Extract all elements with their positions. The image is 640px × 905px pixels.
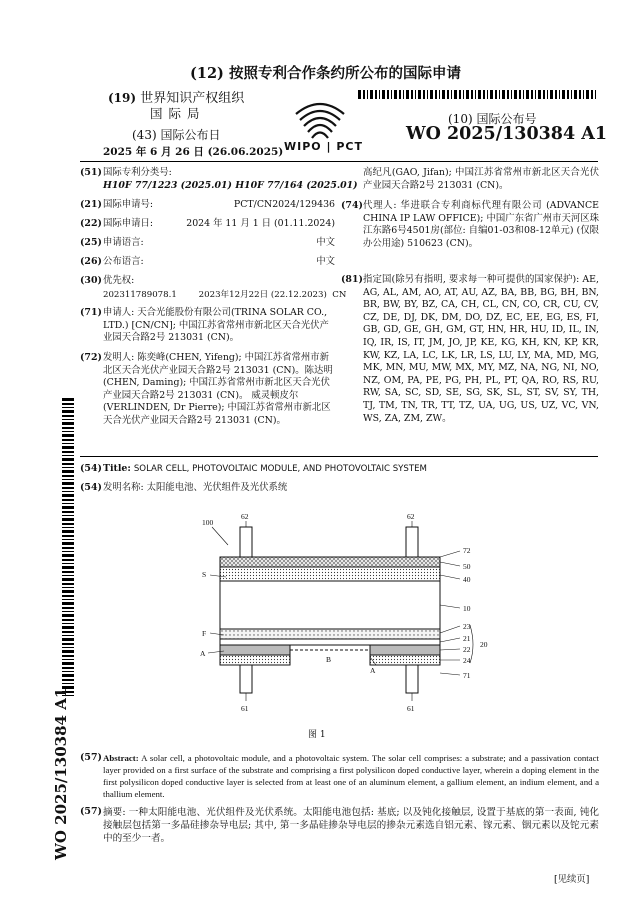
org-bureau: 国 际 局 (150, 106, 201, 121)
abstract-cn (103, 806, 599, 845)
field-30-label: 优先权: (103, 275, 135, 286)
label-21: 21 (463, 634, 471, 643)
title-en (103, 463, 427, 476)
field-72-continued: 高纪凡(GAO, Jifan); 中国江苏省常州市新北区天合光伏产业园天合路2号 213031 (CN)。 (363, 167, 599, 191)
layer-50 (220, 557, 440, 567)
wipo-logo (284, 96, 363, 156)
pub-no: WO 2025/130384 A1 (406, 124, 607, 144)
layer-22-left (220, 645, 290, 655)
document-title: (12) 按照专利合作条约所公布的国际申请 (190, 65, 461, 82)
figure-caption: 图 1 (308, 730, 326, 740)
header-divider (80, 161, 598, 162)
title-cn-value: 太阳能电池、光伏组件及光伏系统 (146, 482, 288, 493)
label-24: 24 (463, 656, 471, 665)
top-electrode-left (240, 527, 252, 557)
abstract-cn-label: 摘要: (103, 807, 126, 818)
field-26-value: 中文 (316, 256, 335, 267)
field-74-agent: 代理人: 华进联合专利商标代理有限公司 (ADVANCE CHINA IP LAW OFFICE); 中国广东省广州市天河区珠江东路6号4501房(部位: 自编01-03和08-12单元) (仅限办公用途) 510623 (CN)。 (363, 200, 599, 249)
field-30-num: (30) (80, 275, 102, 286)
label-71: 71 (463, 671, 471, 680)
title-cn (103, 482, 287, 495)
field-22-label: 国际申请日: (103, 218, 154, 229)
continued-note: [见续页] (554, 874, 590, 885)
abstract-cn-text: 一种太阳能电池、光伏组件及光伏系统。太阳能电池包括: 基底; 以及钝化接触层, 设置于基底的第一表面, 钝化接触层包括第一多晶硅掺杂导电层; 其中, 第一多晶硅掺杂导电层的掺杂元素选自铝元素、镓元素、铟元素以及铊元素中的至少一者。 (103, 807, 599, 844)
figure-1-diagram (180, 505, 510, 745)
field-81-num: (81) (341, 274, 363, 285)
label-62-right: 62 (407, 512, 415, 521)
field-22-value: 2024 年 11 月 1 日 (01.11.2024) (186, 218, 335, 229)
field-22-num: (22) (80, 218, 102, 229)
layer-23 (220, 629, 440, 639)
field-21-num: (21) (80, 199, 102, 210)
label-F: F (202, 629, 207, 638)
field-26-label: 公布语言: (103, 256, 144, 267)
top-electrode-right (406, 527, 418, 557)
abstract-en (103, 752, 599, 800)
label-10: 10 (463, 604, 471, 613)
label-61-right: 61 (407, 704, 415, 713)
layer-24-left (220, 655, 290, 665)
label-S: S (202, 570, 207, 579)
label-20: 20 (480, 640, 488, 649)
bottom-electrode-left (240, 665, 252, 693)
label-72: 72 (463, 546, 471, 555)
label-B: B (326, 655, 332, 664)
layer-22-right (370, 645, 440, 655)
field-21-value: PCT/CN2024/129436 (233, 199, 335, 210)
pub-date-label: (43) 国际公布日 (132, 128, 221, 142)
side-pub-no: WO 2025/130384 A1 (52, 687, 70, 860)
field-25-label: 申请语言: (103, 237, 144, 248)
biblio-divider (80, 456, 598, 457)
bottom-electrode-right (406, 665, 418, 693)
org-num: (19) (108, 91, 137, 105)
pub-date: 2025 年 6 月 26 日 (26.06.2025) (103, 146, 284, 158)
abstract-en-label: Abstract: (103, 753, 139, 763)
field-71-num: (71) (80, 307, 102, 318)
layer-24-right (370, 655, 440, 665)
layer-21 (220, 639, 440, 645)
field-51-label: 国际专利分类号: (103, 167, 172, 178)
field-51-num: (51) (80, 167, 102, 178)
field-72-num: (72) (80, 352, 102, 363)
org-name: 世界知识产权组织 (140, 91, 245, 106)
field-72-inventors: 发明人: 陈奕峰(CHEN, Yifeng); 中国江苏省常州市新北区天合光伏产业园天合路2号 213031 (CN)。陈达明(CHEN, Daming); 中国江苏省常州市新北区天合光伏产业园天合路2号 213031 (CN)。 威灵顿皮尔(VERLINDEN, Dr Pierre); 中国江苏省常州市新北区天合光伏产业园天合路2号 213031 (CN)。 (103, 352, 333, 426)
field-30-value: 202311789078.1 2023年12月22日 (22.12.2023) CN (103, 290, 347, 300)
title-en-label: Title: (103, 463, 131, 474)
label-62-left: 62 (241, 512, 249, 521)
title-en-num: (54) (80, 463, 102, 474)
layer-40 (220, 567, 440, 581)
label-22: 22 (463, 645, 471, 654)
field-25-num: (25) (80, 237, 102, 248)
label-A-left: A (200, 649, 206, 658)
field-25-value: 中文 (316, 237, 335, 248)
label-40: 40 (463, 575, 471, 584)
field-26-num: (26) (80, 256, 102, 267)
field-51-value: H10F 77/1223 (2025.01) H10F 77/164 (2025.01) (103, 180, 358, 191)
title-cn-num: (54) (80, 482, 102, 493)
field-21-label: 国际申请号: (103, 199, 154, 210)
field-81-designated-states: 指定国(除另有指明, 要求每一种可提供的国家保护): AE, AG, AL, AM, AO, AT, AU, AZ, BA, BB, BG, BH, BN, BR, BW, BY, BZ, CA, CH, CL, CN, CO, CR, CU, CV, CZ, DE, DJ, DK, DM, DO, DZ, EC, EE, EG, ES, FI, GB, GD, GE, GH, GM, GT, HN, HR, HU, ID, IL, IN, IQ, IR, IS, IT, JM, JO, JP, KE, KG, KH, KN, KP, KR, KW, KZ, LA, LC, LK, LR, LS, LU, LY, MA, MD, MG, MK, MN, MU, MW, MX, MY, MZ, NA, NG, NI, NO, NZ, OM, PA, PE, PG, PH, PL, PT, QA, RO, RS, RU, RW, SA, SC, SD, SE, SG, SK, SL, ST, SV, SY, TH, TJ, TM, TN, TR, TT, TZ, UA, UG, US, UZ, VC, VN, WS, ZA, ZM, ZW。 (363, 274, 599, 424)
label-A-right: A (370, 666, 376, 675)
field-74-num: (74) (341, 200, 363, 211)
abstract-en-num: (57) (80, 752, 102, 763)
abstract-en-text: A solar cell, a photovoltaic module, and a photovoltaic system. The solar cell comprises: a substrate; and a passivation contact layer provided on a first surface of the substrate and comprising a first polysilicon doped conductive layer, wherein a doping element in the first polysilicon doped conductive layer is selected from at least one of an aluminum element, a gallium element, an indium element, and a thallium element. (103, 753, 599, 799)
title-en-value: SOLAR CELL, PHOTOVOLTAIC MODULE, AND PHOTOVOLTAIC SYSTEM (133, 464, 427, 474)
abstract-cn-num: (57) (80, 806, 102, 817)
label-100: 100 (202, 518, 214, 527)
pub-no-label: (10) 国际公布号 (448, 112, 537, 126)
label-61-left: 61 (241, 704, 249, 713)
label-50: 50 (463, 562, 471, 571)
barcode-top (358, 87, 596, 99)
field-71-applicant: 申请人: 天合光能股份有限公司(TRINA SOLAR CO., LTD.) [CN/CN]; 中国江苏省常州市新北区天合光伏产业园天合路2号 213031 (CN)。 (103, 307, 329, 344)
label-23: 23 (463, 622, 471, 631)
wipo-logo-text: WIPO | PCT (284, 140, 363, 153)
substrate-10 (220, 581, 440, 629)
title-cn-label: 发明名称: (103, 482, 144, 493)
wipo-emblem-icon (288, 96, 352, 142)
barcode-side (62, 398, 74, 698)
